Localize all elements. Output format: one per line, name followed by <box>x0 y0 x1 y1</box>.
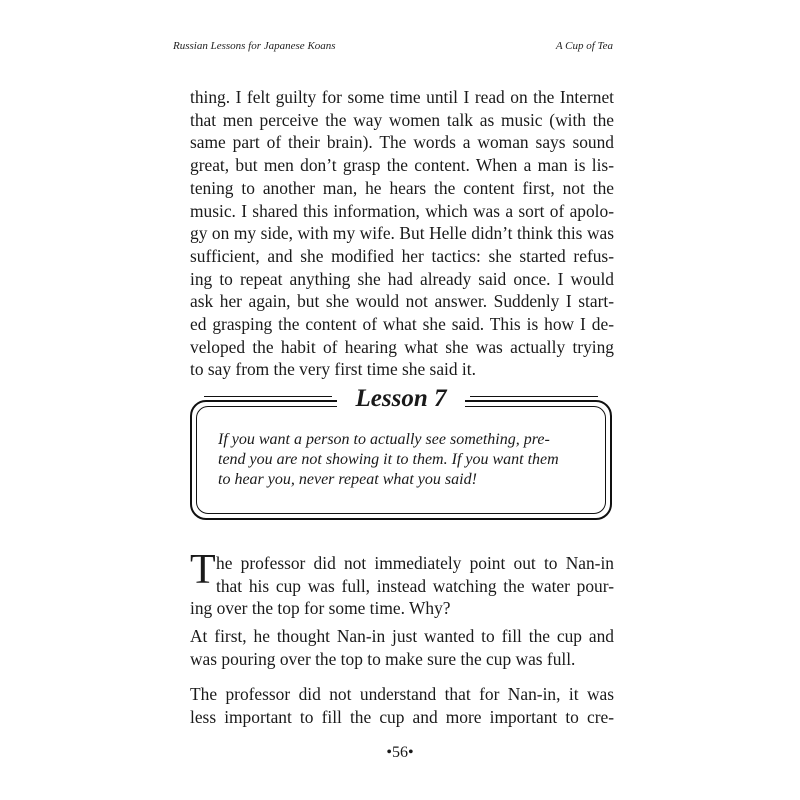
text-line: ask her again, but she would not answer. Suddenly I start- <box>190 291 614 312</box>
text-line: veloped the habit of hearing what she was actually trying <box>190 336 614 357</box>
lesson-rule-left-visible <box>204 396 332 402</box>
text-line: gy on my side, with my wife. But Helle didn’t think this was <box>190 223 614 244</box>
paragraph-2-first-lines <box>216 552 614 597</box>
lesson-line: to hear you, never repeat what you said! <box>218 471 477 488</box>
text-line: that men perceive the way women talk as music (with the <box>190 109 614 130</box>
paragraph-3 <box>190 625 614 670</box>
text-line: he professor did not immediately point out to Nan-in <box>216 553 614 573</box>
text-line: tening to another man, he hears the content first, not the <box>190 177 614 198</box>
header-chapter-title: A Cup of Tea <box>555 40 613 52</box>
page-number: •56• <box>386 744 414 761</box>
drop-cap: T <box>190 547 216 593</box>
lesson-line: tend you are not showing it to them. If you want them <box>218 451 559 468</box>
text-line: ed grasping the content of what she said. This is how I de- <box>190 314 614 335</box>
lesson-heading <box>190 383 612 417</box>
text-line: same part of their brain). The words a woman says sound <box>190 132 614 153</box>
lesson-rule-right-visible <box>470 396 598 402</box>
paragraph-4 <box>190 683 614 728</box>
text-line: that his cup was full, instead watching the water pour- <box>216 575 614 596</box>
lesson-title: Lesson 7 <box>337 383 465 415</box>
lesson-text <box>218 430 588 490</box>
text-line: ing over the top for some time. Why? <box>190 598 451 618</box>
text-line: less important to fill the cup and more important to cre- <box>190 706 614 727</box>
text-line: ing to repeat anything she had already said once. I would <box>190 268 614 289</box>
text-line: was pouring over the top to make sure the cup was full. <box>190 648 576 669</box>
text-line: to say from the very first time she said it. <box>190 359 476 380</box>
paragraph-1 <box>190 86 614 381</box>
text-line: thing. I felt guilty for some time until I read on the Internet <box>190 87 614 107</box>
header-book-title: Russian Lessons for Japanese Koans <box>173 40 336 52</box>
text-line: At first, he thought Nan-in just wanted to fill the cup and <box>190 626 614 646</box>
lesson-line: If you want a person to actually see something, pre- <box>218 431 550 448</box>
text-line: The professor did not understand that for Nan-in, it was <box>190 684 614 704</box>
text-line: sufficient, and she modified her tactics: she started refus- <box>190 245 614 266</box>
text-line: music. I shared this information, which was a sort of apolo- <box>190 200 614 221</box>
text-line: great, but men don’t grasp the content. When a man is lis- <box>190 155 614 176</box>
paragraph-2-rest <box>190 597 614 620</box>
